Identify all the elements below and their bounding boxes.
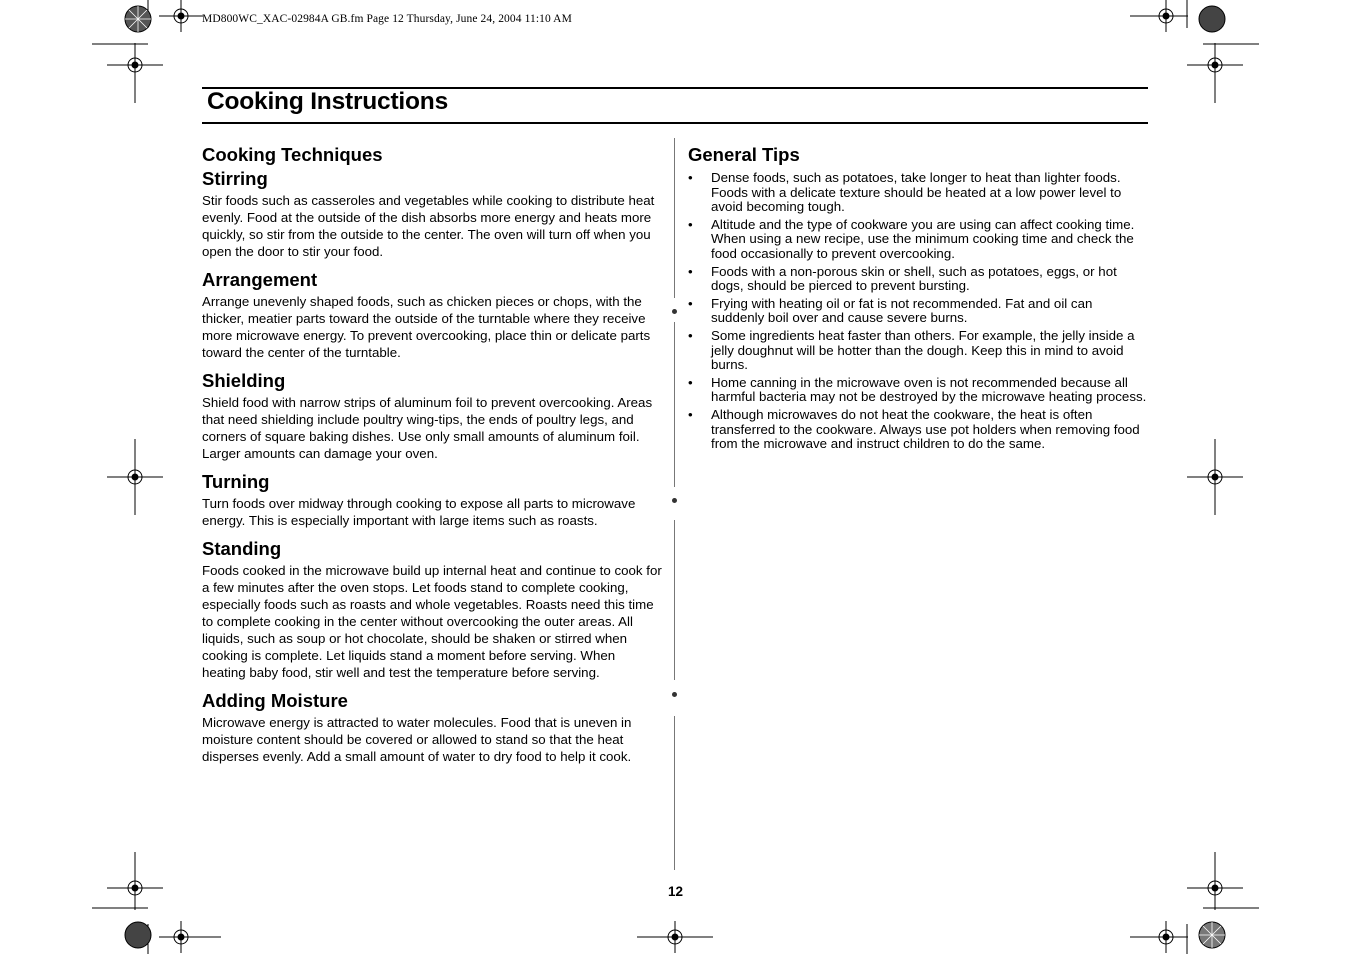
bullet: •	[688, 170, 693, 185]
tip-text: Frying with heating oil or fat is not recommended. Fat and oil can suddenly boil over and cause severe burns.	[711, 295, 1093, 326]
title-rule-bottom	[202, 122, 1148, 124]
tip-text: Home canning in the microwave oven is not recommended because all harmful bacteria may not be destroyed by the microwave heating process.	[711, 374, 1147, 405]
bullet: •	[688, 406, 693, 422]
bullet: •	[688, 216, 693, 232]
tips-list	[688, 171, 1148, 452]
section-text: Arrange unevenly shaped foods, such as chicken pieces or chops, with the thicker, meatier parts toward the outside of the turntable where they receive more microwave energy. To prevent overcooking, place thin or delicate parts toward the center of the turntable.	[202, 294, 651, 360]
list-item	[688, 265, 1148, 294]
list-item	[688, 329, 1148, 373]
list-item	[688, 376, 1148, 405]
section-text: Microwave energy is attracted to water molecules. Food that is uneven in moisture content should be covered or allowed to stand so that the heat disperses evenly. Add a small amount of water to dry food to help it cook.	[202, 715, 632, 764]
page-number: 12	[667, 884, 684, 899]
tip-text: Altitude and the type of cookware you are using can affect cooking time. When using a new recipe, use the minimum cooking time and check the food occasionally to prevent overcooking.	[711, 216, 1135, 261]
tip-text: Although microwaves do not heat the cookware, the heat is often transferred to the cookware. Always use pot holders when removing food from the microwave and instruct children to do the same.	[711, 406, 1140, 452]
list-item	[688, 408, 1148, 452]
bullet: •	[688, 327, 693, 343]
divider-dot	[672, 309, 677, 314]
bullet: •	[688, 295, 693, 311]
left-column	[202, 144, 662, 774]
column-divider	[674, 716, 675, 870]
bullet: •	[688, 263, 693, 279]
general-tips-heading: General Tips	[688, 144, 800, 165]
divider-dot	[672, 498, 677, 503]
section-arrangement	[202, 269, 662, 361]
print-header: MD800WC_XAC-02984A GB.fm Page 12 Thursday, June 24, 2004 11:10 AM	[202, 13, 572, 25]
section-title: Adding Moisture	[202, 690, 348, 711]
section-text: Stir foods such as casseroles and vegetables while cooking to distribute heat evenly. Food at the outside of the dish absorbs more energy and heats more quickly, so stir from the outside to the center. The oven will turn off when you open the door to stir your food.	[202, 193, 655, 259]
list-item	[688, 171, 1148, 215]
section-turning	[202, 471, 662, 529]
list-item	[688, 218, 1148, 262]
section-text: Shield food with narrow strips of aluminum foil to prevent overcooking. Areas that need shielding include poultry wing-tips, the ends of poultry legs, and corners of square baking dishes. Use only small amounts of aluminum foil. Larger amounts can damage your oven.	[202, 395, 653, 461]
tip-text: Some ingredients heat faster than others. For example, the jelly inside a jelly doughnut will be hotter than the dough. Keep this in mind to avoid burns.	[711, 327, 1135, 373]
section-shielding	[202, 370, 662, 462]
section-standing	[202, 538, 662, 681]
section-adding-moisture	[202, 690, 662, 765]
column-divider	[674, 520, 675, 680]
right-column	[688, 144, 1148, 455]
tip-text: Dense foods, such as potatoes, take longer to heat than lighter foods. Foods with a delicate texture should be heated at a low power level to avoid becoming tough.	[711, 170, 1122, 215]
list-item	[688, 297, 1148, 326]
section-text: Turn foods over midway through cooking to expose all parts to microwave energy. This is especially important with large items such as roasts.	[202, 496, 636, 528]
column-divider	[674, 138, 675, 298]
page-title: Cooking Instructions	[207, 88, 449, 115]
section-stirring	[202, 168, 662, 260]
column-divider	[674, 322, 675, 487]
section-title: Stirring	[202, 168, 268, 189]
bullet: •	[688, 374, 693, 390]
section-title: Turning	[202, 471, 270, 492]
section-title: Standing	[202, 538, 282, 559]
divider-dot	[672, 692, 677, 697]
section-text: Foods cooked in the microwave build up internal heat and continue to cook for a few minutes after the oven stops. Let foods stand to complete cooking, especially foods such as roasts and whole vegetables. Roasts need this time to complete cooking in the center without overcooking the outer areas. All liquids, such as soup or hot chocolate, should be shaken or stirred when cooking is complete. Let liquids stand a moment before serving. When heating baby food, stir well and test the temperature before serving.	[202, 563, 662, 680]
cooking-techniques-heading: Cooking Techniques	[202, 144, 383, 165]
tip-text: Foods with a non-porous skin or shell, such as potatoes, eggs, or hot dogs, should be pierced to prevent bursting.	[711, 263, 1117, 294]
section-title: Shielding	[202, 370, 286, 391]
section-title: Arrangement	[202, 269, 318, 290]
